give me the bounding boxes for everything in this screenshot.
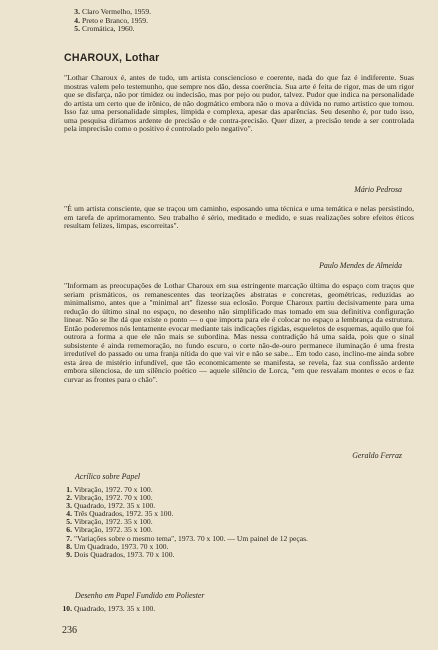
page-number: 236 (62, 625, 77, 636)
attribution-pedrosa: Mário Pedrosa (354, 185, 402, 194)
list-item: 8. Um Quadrado, 1973. 70 x 100. (66, 541, 169, 551)
artist-heading: CHAROUX, Lothar (64, 52, 160, 64)
list-item: 4. Preto e Branco, 1959. (74, 15, 149, 25)
attribution-almeida: Paulo Mendes de Almeida (319, 261, 402, 270)
list-item: 7. "Variações sobre o mesmo tema", 1973. 70 x 100. — Um painel de 12 peças. (66, 533, 308, 543)
quote-pedrosa: "Lothar Charoux é, antes de tudo, um artista consciencioso e coerente, nada do que faz é indiferente. Suas mostras valem pelo testemunho, que sempre nos dão, dessa coerência. Sua arte é feita de rigor, mas de um rigor que se disfarça, não por timidez ou indecisão, mas por pejo ou pudor, talvez. Pudor que indica na personalidade do artista um certo que de irônico, de não dogmático embora não o mova a dúvida no rumo artístico que tomou. Isso faz uma personalidade simples, límpida e complexa, apesar das aparências. Seu desenho é, por tudo isso, uma pesquisa diríamos ardente de precisão e de contra-precisão. Quer dizer, a precisão tende a ser controlada pela imprecisão como o positivo é controlado pelo negativo". (64, 73, 414, 134)
list-item: 3. Claro Vermelho, 1959. (74, 7, 152, 16)
list-item: 5. Vibração, 1972. 35 x 100. (66, 517, 153, 527)
list-item: 5. Cromática, 1960. (74, 24, 135, 34)
section-acrylic-heading: Acrílico sobre Papel (75, 472, 141, 481)
list-item: 9. Dois Quadrados, 1973. 70 x 100. (66, 549, 175, 559)
list-item: 2. Vibração, 1972. 70 x 100. (66, 493, 153, 503)
quote-ferraz: "Informam as preocupações de Lothar Charoux em sua estringente marcação última do espaço com traços que seriam prismáticos, os remanescentes das teorizações abstratas e concretas, geométricas, reduzidas ao minimalismo, antes que a "minimal art" fizesse sua eclosão. Porque Charoux partiu decisivamente para uma redução do último sinal no espaço, no desenho não simplificado mas tomado em sua definitiva configuração linear. Não se lhe dá que existe o ponto — o que importa para ele é colocar no espaço a lembrança da estrutura. Então poderemos nós lentamente evocar mediante tais indicações rígidas, esqueletos de esquemas, aquilo que foi outrora a forma a que ele não mais se subordina. Mas nessa contradição há uma saída, pois que o sinal subsistente é ainda rememoração, no fundo escuro, o corte não-de-ouro permanece iluminação é uma fresta irredutível do passado ou uma franja nítida do que vai vir e não se sabe... Em todo caso, inclino-me ainda sobre esta área de mistério infundível, que tão economicamente se manifesta, se revela, faz sua confissão ardente embora silenciosa, de um silêncio poético — aquele silêncio de Lorca, "em que resvalam montes e ecos e faz curvar as frontes para o chão". (64, 281, 414, 385)
list-item: 1. Vibração, 1972. 70 x 100. (66, 485, 153, 494)
quote-almeida: "É um artista consciente, que se traçou um caminho, esposando uma técnica e uma temática e nelas persistindo, em tarefa de aprimoramento. Seu trabalho é sério, meditado e medido, e suas realizações sobre efeitos éticos resultam felizes, limpas, escorreitas". (64, 204, 414, 231)
attribution-ferraz: Geraldo Ferraz (352, 451, 402, 460)
list-item: 4. Três Quadrados, 1972. 35 x 100. (66, 509, 174, 519)
works-list-polyester (58, 605, 423, 613)
list-item: 3. Quadrado, 1972. 35 x 100. (66, 501, 156, 511)
list-item: 10. Quadrado, 1973. 35 x 100. (62, 604, 156, 613)
works-list-acrylic (58, 486, 423, 559)
list-item: 6. Vibração, 1972. 35 x 100. (66, 525, 153, 535)
section-polyester-heading: Desenho em Papel Fundido em Poliester (75, 591, 205, 600)
previous-artist-works-list (66, 8, 151, 34)
